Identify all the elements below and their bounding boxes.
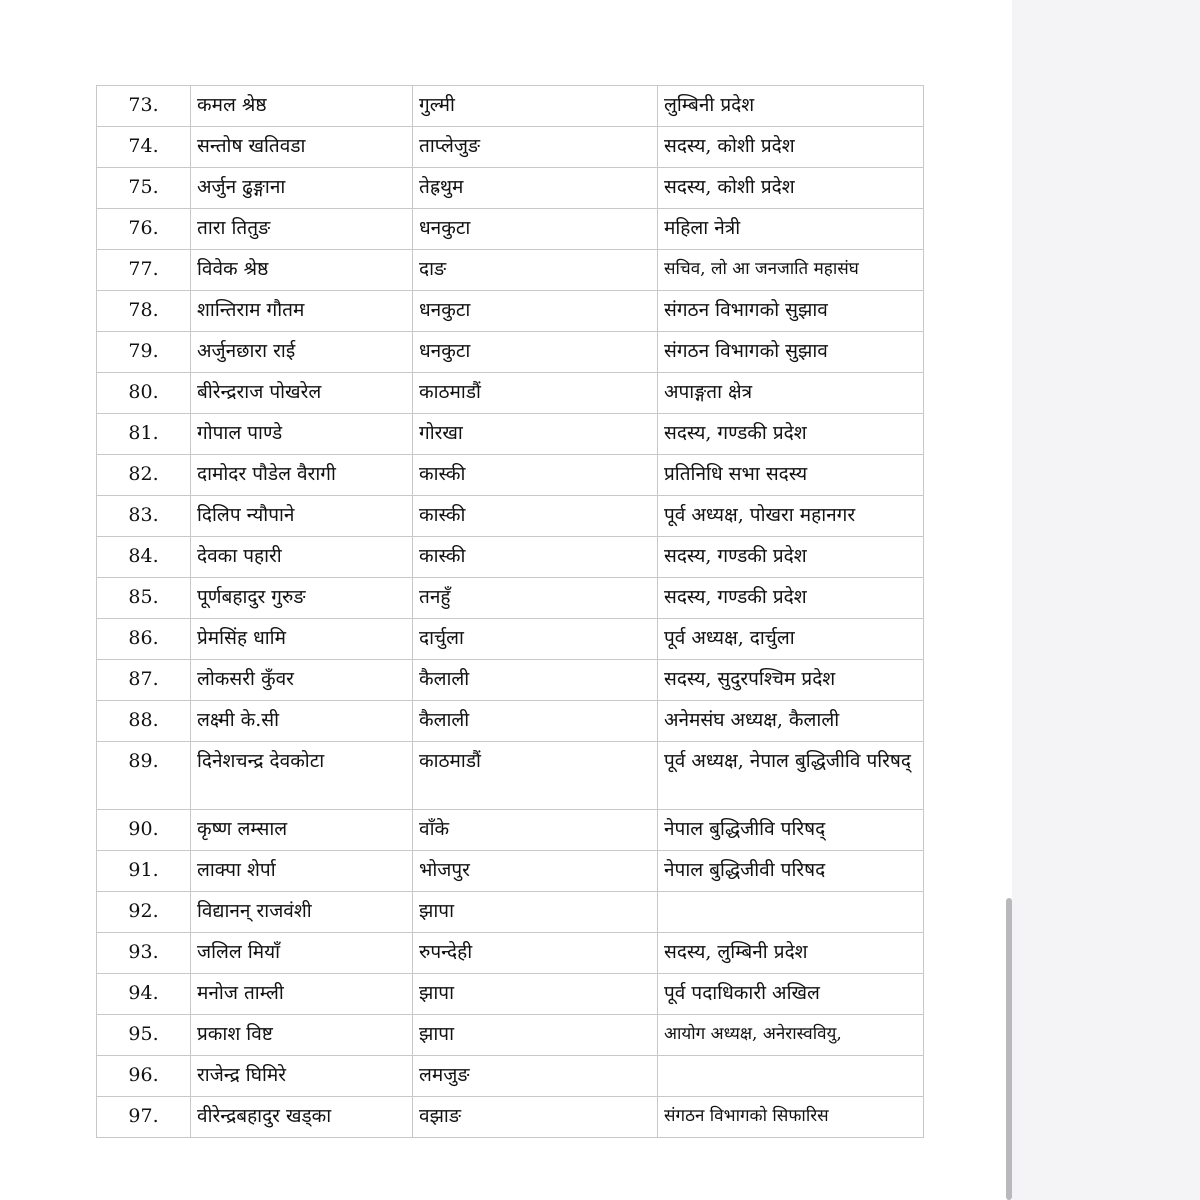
member-name: अर्जुन ढुङ्गाना xyxy=(191,168,413,209)
row-number: 77. xyxy=(97,250,191,291)
role: सदस्य, गण्डकी प्रदेश xyxy=(658,414,924,455)
table-row xyxy=(97,1056,924,1097)
member-name: दामोदर पौडेल वैरागी xyxy=(191,455,413,496)
role: पूर्व पदाधिकारी अखिल xyxy=(658,974,924,1015)
role: प्रतिनिधि सभा सदस्य xyxy=(658,455,924,496)
member-name: बीरेन्द्रराज पोखरेल xyxy=(191,373,413,414)
row-number: 84. xyxy=(97,537,191,578)
row-number: 87. xyxy=(97,660,191,701)
row-number: 76. xyxy=(97,209,191,250)
district: वझाङ xyxy=(413,1097,658,1138)
vertical-scrollbar[interactable] xyxy=(1006,898,1012,1200)
member-name: सन्तोष खतिवडा xyxy=(191,127,413,168)
table-row xyxy=(97,701,924,742)
table-row xyxy=(97,209,924,250)
member-name: कृष्ण लम्साल xyxy=(191,810,413,851)
role: सदस्य, कोशी प्रदेश xyxy=(658,127,924,168)
district: तेह्रथुम xyxy=(413,168,658,209)
table-row xyxy=(97,933,924,974)
district: दाङ xyxy=(413,250,658,291)
role: सदस्य, सुदुरपश्चिम प्रदेश xyxy=(658,660,924,701)
member-name: कमल श्रेष्ठ xyxy=(191,86,413,127)
district: दार्चुला xyxy=(413,619,658,660)
row-number: 96. xyxy=(97,1056,191,1097)
district: तनहुँ xyxy=(413,578,658,619)
member-name: विद्यानन् राजवंशी xyxy=(191,892,413,933)
member-name: पूर्णबहादुर गुरुङ xyxy=(191,578,413,619)
member-name: प्रकाश विष्ट xyxy=(191,1015,413,1056)
table-row xyxy=(97,619,924,660)
member-name: दिनेशचन्द्र देवकोटा xyxy=(191,742,413,810)
table-row xyxy=(97,496,924,537)
role: नेपाल बुद्धिजीवी परिषद xyxy=(658,851,924,892)
district: रुपन्देही xyxy=(413,933,658,974)
district: धनकुटा xyxy=(413,332,658,373)
row-number: 93. xyxy=(97,933,191,974)
member-table xyxy=(96,85,924,1138)
row-number: 91. xyxy=(97,851,191,892)
role: आयोग अध्यक्ष, अनेरास्ववियु, xyxy=(658,1015,924,1056)
member-name: मनोज ताम्ली xyxy=(191,974,413,1015)
row-number: 92. xyxy=(97,892,191,933)
table-row xyxy=(97,127,924,168)
member-name: गोपाल पाण्डे xyxy=(191,414,413,455)
role: सचिव, लो आ जनजाति महासंघ xyxy=(658,250,924,291)
district: झापा xyxy=(413,1015,658,1056)
district: काठमाडौं xyxy=(413,373,658,414)
table-row xyxy=(97,974,924,1015)
member-name: लोकसरी कुँवर xyxy=(191,660,413,701)
member-name: विवेक श्रेष्ठ xyxy=(191,250,413,291)
district: कास्की xyxy=(413,537,658,578)
table-row xyxy=(97,742,924,810)
district: कैलाली xyxy=(413,660,658,701)
role: नेपाल बुद्धिजीवि परिषद् xyxy=(658,810,924,851)
district: कास्की xyxy=(413,496,658,537)
table-row xyxy=(97,578,924,619)
district: झापा xyxy=(413,974,658,1015)
role: महिला नेत्री xyxy=(658,209,924,250)
table-row xyxy=(97,1015,924,1056)
district: गुल्मी xyxy=(413,86,658,127)
member-name: लाक्पा शेर्पा xyxy=(191,851,413,892)
table-row xyxy=(97,332,924,373)
role: पूर्व अध्यक्ष, पोखरा महानगर xyxy=(658,496,924,537)
role: सदस्य, लुम्बिनी प्रदेश xyxy=(658,933,924,974)
row-number: 88. xyxy=(97,701,191,742)
table-row xyxy=(97,892,924,933)
row-number: 81. xyxy=(97,414,191,455)
table-row xyxy=(97,660,924,701)
table-row xyxy=(97,455,924,496)
district: लमजुङ xyxy=(413,1056,658,1097)
table-row xyxy=(97,851,924,892)
role xyxy=(658,1056,924,1097)
district: काठमाडौं xyxy=(413,742,658,810)
member-name: देवका पहारी xyxy=(191,537,413,578)
table-row xyxy=(97,537,924,578)
row-number: 82. xyxy=(97,455,191,496)
member-name: वीरेन्द्रबहादुर खड्का xyxy=(191,1097,413,1138)
role: पूर्व अध्यक्ष, नेपाल बुद्धिजीवि परिषद् xyxy=(658,742,924,810)
member-name: अर्जुनछारा राई xyxy=(191,332,413,373)
role: संगठन विभागको सुझाव xyxy=(658,332,924,373)
district: झापा xyxy=(413,892,658,933)
role: सदस्य, कोशी प्रदेश xyxy=(658,168,924,209)
table-row xyxy=(97,291,924,332)
role: संगठन विभागको सुझाव xyxy=(658,291,924,332)
district: ताप्लेजुङ xyxy=(413,127,658,168)
row-number: 79. xyxy=(97,332,191,373)
district: कैलाली xyxy=(413,701,658,742)
row-number: 94. xyxy=(97,974,191,1015)
role: लुम्बिनी प्रदेश xyxy=(658,86,924,127)
viewer-background xyxy=(1012,0,1200,1200)
member-name: प्रेमसिंह धामि xyxy=(191,619,413,660)
district: कास्की xyxy=(413,455,658,496)
table-row xyxy=(97,414,924,455)
table-row xyxy=(97,373,924,414)
district: गोरखा xyxy=(413,414,658,455)
member-name: शान्तिराम गौतम xyxy=(191,291,413,332)
row-number: 86. xyxy=(97,619,191,660)
member-name: दिलिप न्यौपाने xyxy=(191,496,413,537)
table-row xyxy=(97,810,924,851)
role: सदस्य, गण्डकी प्रदेश xyxy=(658,578,924,619)
row-number: 73. xyxy=(97,86,191,127)
role: अनेमसंघ अध्यक्ष, कैलाली xyxy=(658,701,924,742)
table-row xyxy=(97,250,924,291)
member-name: जलिल मियाँ xyxy=(191,933,413,974)
district: धनकुटा xyxy=(413,291,658,332)
row-number: 85. xyxy=(97,578,191,619)
row-number: 80. xyxy=(97,373,191,414)
role xyxy=(658,892,924,933)
row-number: 75. xyxy=(97,168,191,209)
district: भोजपुर xyxy=(413,851,658,892)
district: धनकुटा xyxy=(413,209,658,250)
member-name: लक्ष्मी के.सी xyxy=(191,701,413,742)
row-number: 89. xyxy=(97,742,191,810)
row-number: 74. xyxy=(97,127,191,168)
table-row xyxy=(97,168,924,209)
row-number: 97. xyxy=(97,1097,191,1138)
district: वाँके xyxy=(413,810,658,851)
role: संगठन विभागको सिफारिस xyxy=(658,1097,924,1138)
role: अपाङ्गता क्षेत्र xyxy=(658,373,924,414)
row-number: 78. xyxy=(97,291,191,332)
table-row xyxy=(97,86,924,127)
member-name: राजेन्द्र घिमिरे xyxy=(191,1056,413,1097)
member-name: तारा तितुङ xyxy=(191,209,413,250)
table-row xyxy=(97,1097,924,1138)
role: सदस्य, गण्डकी प्रदेश xyxy=(658,537,924,578)
role: पूर्व अध्यक्ष, दार्चुला xyxy=(658,619,924,660)
row-number: 95. xyxy=(97,1015,191,1056)
row-number: 90. xyxy=(97,810,191,851)
row-number: 83. xyxy=(97,496,191,537)
